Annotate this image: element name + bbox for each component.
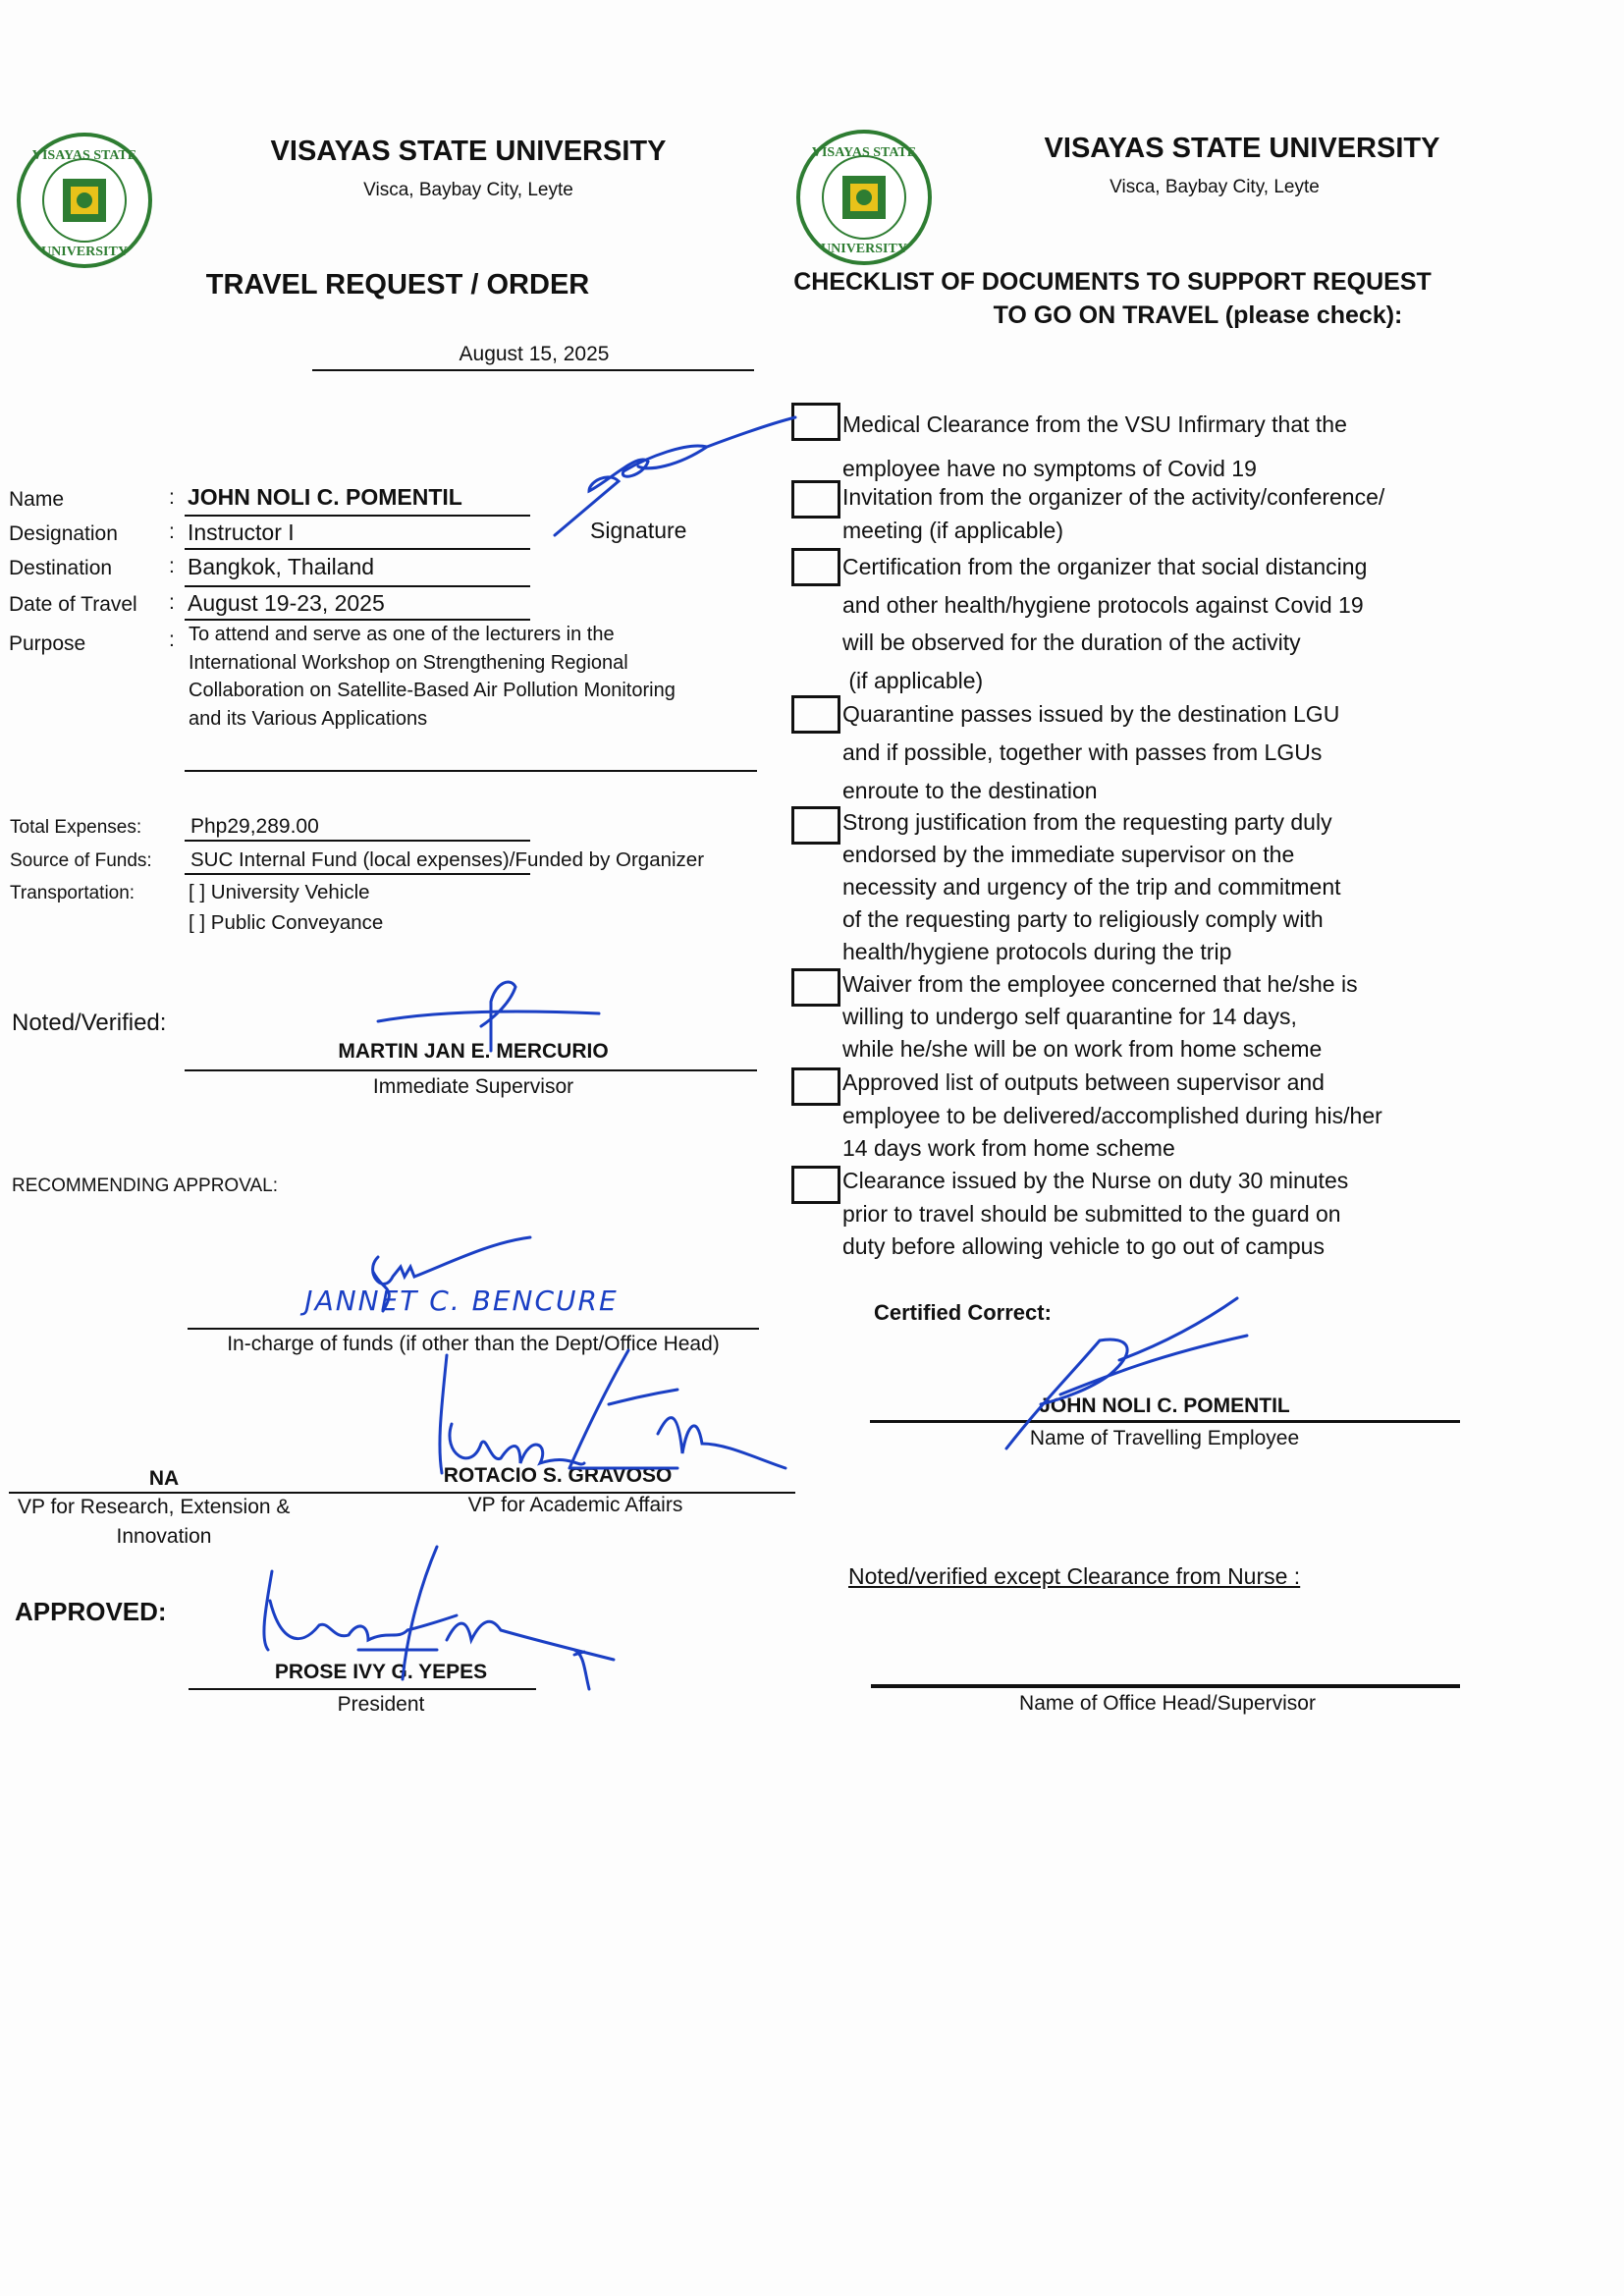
checklist-checkbox[interactable] bbox=[791, 695, 840, 734]
expenses-value: Php29,289.00 bbox=[190, 815, 319, 838]
checklist-item bbox=[842, 548, 1367, 699]
svg-text:UNIVERSITY: UNIVERSITY bbox=[821, 242, 907, 256]
purpose-line: and its Various Applications bbox=[189, 707, 428, 730]
checklist-text: Strong justification from the requesting party duly bbox=[842, 809, 1332, 835]
checklist-item bbox=[842, 1165, 1348, 1264]
request-date: August 15, 2025 bbox=[459, 343, 610, 365]
checklist-text: Invitation from the organizer of the activity/conference/ bbox=[842, 484, 1385, 510]
vp-research-name: NA bbox=[148, 1467, 180, 1490]
purpose-line: Collaboration on Satellite-Based Air Pollution Monitoring bbox=[189, 680, 676, 701]
checklist-text: enroute to the destination bbox=[842, 778, 1098, 803]
supervisor-title: Immediate Supervisor bbox=[372, 1075, 574, 1098]
checklist-text: will be observed for the duration of the activity bbox=[842, 629, 1301, 655]
checklist-text: (if applicable) bbox=[842, 667, 984, 693]
university-seal-logo bbox=[16, 132, 153, 269]
employee-name: JOHN NOLI C. POMENTIL bbox=[1039, 1394, 1290, 1417]
checklist-item bbox=[842, 403, 1347, 491]
svg-text:VISAYAS STATE: VISAYAS STATE bbox=[31, 148, 137, 163]
university-name: VISAYAS STATE UNIVERSITY bbox=[270, 136, 667, 167]
colon: : bbox=[169, 629, 175, 651]
checklist-text: and if possible, together with passes from LGUs bbox=[842, 739, 1323, 765]
president-signature bbox=[260, 1542, 623, 1689]
checklist-text: duty before allowing vehicle to go out of campus bbox=[842, 1233, 1325, 1259]
checklist-checkbox[interactable] bbox=[791, 806, 840, 845]
president-title: President bbox=[337, 1693, 425, 1716]
checklist-text: Quarantine passes issued by the destination LGU bbox=[842, 701, 1340, 727]
checklist-item bbox=[842, 968, 1358, 1066]
divider bbox=[185, 840, 530, 842]
checklist-text: necessity and urgency of the trip and commitment bbox=[842, 874, 1341, 900]
checklist-item bbox=[842, 480, 1384, 547]
checklist-text: Waiver from the employee concerned that he/she is bbox=[842, 971, 1358, 997]
signature-line bbox=[188, 1328, 759, 1330]
funds-secondary: /Funded by Organizer bbox=[509, 848, 705, 871]
vp-academic-title: VP for Academic Affairs bbox=[467, 1494, 683, 1516]
divider bbox=[185, 515, 530, 517]
checklist-text: willing to undergo self quarantine for 14 days, bbox=[842, 1004, 1297, 1029]
checklist-text: Certification from the organizer that social distancing bbox=[842, 554, 1368, 579]
funds-value bbox=[190, 848, 704, 872]
funds-label: Source of Funds: bbox=[10, 850, 152, 871]
certified-label: Certified Correct: bbox=[874, 1300, 1052, 1325]
transportation-label: Transportation: bbox=[10, 883, 135, 903]
svg-text:VISAYAS STATE: VISAYAS STATE bbox=[811, 145, 917, 160]
checklist-text: prior to travel should be submitted to the guard on bbox=[842, 1200, 1341, 1227]
checklist-text: meeting (if applicable) bbox=[842, 518, 1064, 543]
divider bbox=[312, 369, 754, 371]
destination-value: Bangkok, Thailand bbox=[188, 554, 375, 579]
colon: : bbox=[169, 591, 175, 614]
funds-primary: SUC Internal Fund (local expenses) bbox=[190, 848, 510, 871]
employee-title: Name of Travelling Employee bbox=[1029, 1427, 1300, 1449]
form-title: TRAVEL REQUEST / ORDER bbox=[205, 269, 590, 301]
checklist-text: endorsed by the immediate supervisor on the bbox=[842, 842, 1295, 867]
colon: : bbox=[169, 486, 175, 509]
checklist-text: while he/she will be on work from home scheme bbox=[842, 1036, 1323, 1062]
checklist-title: TO GO ON TRAVEL (please check): bbox=[993, 301, 1403, 329]
svg-text:UNIVERSITY: UNIVERSITY bbox=[41, 245, 128, 259]
funds-incharge-signature bbox=[344, 1232, 540, 1311]
divider bbox=[185, 770, 757, 772]
checklist-text: and other health/hygiene protocols against Covid 19 bbox=[842, 591, 1364, 618]
checklist-text: employee to be delivered/accomplished during his/her bbox=[842, 1102, 1382, 1128]
destination-label: Destination bbox=[9, 557, 113, 579]
checklist-checkbox[interactable] bbox=[791, 548, 840, 586]
purpose-label: Purpose bbox=[9, 632, 86, 655]
purpose-line: International Workshop on Strengthening Regional bbox=[189, 651, 628, 674]
divider bbox=[185, 548, 530, 550]
checklist-text: health/hygiene protocols during the trip bbox=[842, 939, 1232, 964]
supervisor-name: MARTIN JAN E. MERCURIO bbox=[338, 1040, 609, 1063]
vp-research-title: VP for Research, Extension & bbox=[18, 1496, 291, 1518]
checklist-item bbox=[842, 695, 1339, 810]
vp-academic-signature bbox=[432, 1345, 795, 1483]
checklist-text: employee have no symptoms of Covid 19 bbox=[842, 456, 1257, 481]
divider bbox=[185, 873, 530, 875]
signature-label: Signature bbox=[590, 518, 687, 543]
signature-line bbox=[871, 1684, 1460, 1688]
signature-line bbox=[185, 1069, 757, 1071]
purpose-value bbox=[189, 621, 676, 733]
recommending-label: RECOMMENDING APPROVAL: bbox=[12, 1175, 278, 1196]
vp-research-title: Innovation bbox=[116, 1525, 212, 1548]
funds-incharge-handwritten-name: JANNET C. BENCURE bbox=[304, 1285, 619, 1317]
checklist-item bbox=[842, 806, 1341, 968]
name-value: JOHN NOLI C. POMENTIL bbox=[188, 484, 462, 510]
employee-certification-signature bbox=[1001, 1296, 1257, 1453]
checklist-checkbox[interactable] bbox=[791, 968, 840, 1007]
checklist-item bbox=[842, 1066, 1382, 1166]
supervisor-signature bbox=[373, 972, 609, 1061]
date-of-travel-value: August 19-23, 2025 bbox=[188, 590, 385, 616]
vp-academic-name: ROTACIO S. GRAVOSO bbox=[443, 1464, 673, 1487]
transport-option-university-vehicle[interactable]: [ ] University Vehicle bbox=[189, 881, 370, 903]
transport-option-public-conveyance[interactable]: [ ] Public Conveyance bbox=[189, 911, 384, 934]
checklist-text: 14 days work from home scheme bbox=[842, 1135, 1175, 1161]
president-name: PROSE IVY G. YEPES bbox=[274, 1661, 488, 1683]
noted-label: Noted/Verified: bbox=[12, 1010, 167, 1036]
university-address: Visca, Baybay City, Leyte bbox=[1110, 177, 1320, 197]
approved-label: APPROVED: bbox=[15, 1597, 167, 1626]
funds-incharge-title: In-charge of funds (if other than the Dept/Office Head) bbox=[227, 1333, 720, 1355]
office-head-title: Name of Office Head/Supervisor bbox=[1019, 1692, 1316, 1715]
checklist-checkbox[interactable] bbox=[791, 1166, 840, 1204]
expenses-label: Total Expenses: bbox=[10, 817, 142, 838]
designation-value: Instructor I bbox=[188, 519, 295, 545]
checklist-text: Approved list of outputs between supervisor and bbox=[842, 1069, 1325, 1095]
checklist-text: of the requesting party to religiously comply with bbox=[842, 906, 1324, 932]
divider bbox=[185, 585, 530, 587]
nurse-clearance-note: Noted/verified except Clearance from Nurse : bbox=[848, 1563, 1301, 1589]
purpose-line: To attend and serve as one of the lecturers in the bbox=[189, 624, 615, 645]
employee-signature bbox=[550, 412, 805, 540]
university-seal-logo bbox=[795, 129, 933, 266]
university-address: Visca, Baybay City, Leyte bbox=[363, 180, 573, 200]
designation-label: Designation bbox=[9, 522, 118, 545]
checklist-checkbox[interactable] bbox=[791, 1067, 840, 1106]
checklist-title: CHECKLIST OF DOCUMENTS TO SUPPORT REQUEST bbox=[793, 268, 1432, 296]
name-label: Name bbox=[9, 488, 65, 511]
date-of-travel-label: Date of Travel bbox=[9, 593, 137, 616]
checklist-text: Clearance issued by the Nurse on duty 30 minutes bbox=[842, 1168, 1349, 1193]
colon: : bbox=[169, 555, 175, 577]
colon: : bbox=[169, 520, 175, 543]
university-name: VISAYAS STATE UNIVERSITY bbox=[1044, 133, 1440, 164]
checklist-text: Medical Clearance from the VSU Infirmary that the bbox=[842, 411, 1347, 437]
